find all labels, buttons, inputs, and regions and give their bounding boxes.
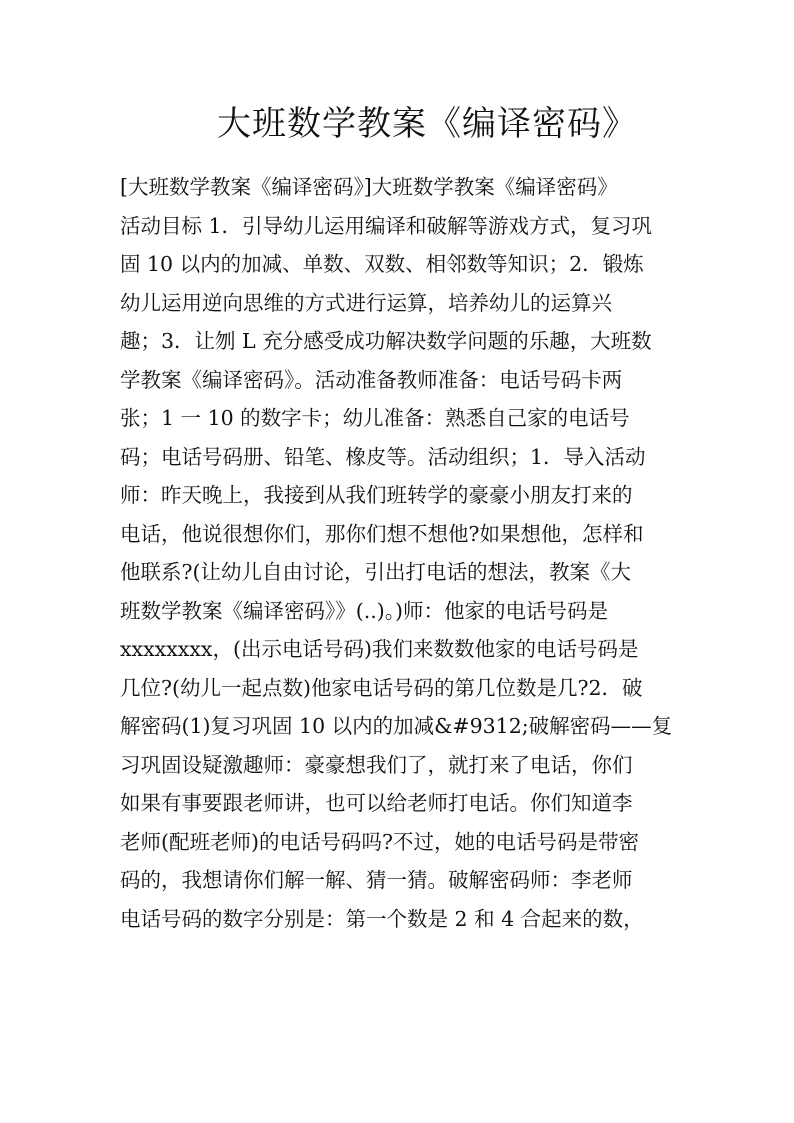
body-line: 固 10 以内的加减、单数、双数、相邻数等知识；2．锻炼 [120,252,644,276]
body-line: 他联系?(让幼儿自由讨论，引出打电话的想法，教案《大 [120,560,631,584]
body-line: 码；电话号码册、铅笔、橡皮等。活动组织；1．导入活动 [120,444,646,469]
body-line: 幼儿运用逆向思维的方式进行运算，培养幼儿的运算兴 [120,290,612,315]
body-line: 活动目标 1．引导幼儿运用编译和破解等游戏方式，复习巩 [120,213,653,238]
body-line: 解密码(1)复习巩固 10 以内的加减&#9312;破解密码——复 [120,714,673,738]
body-line: xxxxxxxx，(出示电话号码)我们来数数他家的电话号码是 [120,637,639,661]
body-line: 电话号码的数字分别是：第一个数是 2 和 4 合起来的数， [120,906,644,931]
body-line: 班数学教案《编译密码》》(..)。)师：他家的电话号码是 [120,598,609,623]
body-line: 趣；3．让刎 L 充分感受成功解决数学问题的乐趣，大班数 [120,329,652,353]
body-line: 如果有事要跟老师讲，也可以给老师打电话。你们知道李 [120,791,633,815]
body-line: 老师(配班老师)的电话号码吗?不过，她的电话号码是带密 [120,829,639,854]
body-line: 学教案《编译密码》。活动准备教师准备：电话号码卡两 [120,367,623,392]
body-line: 师：昨天晚上，我接到从我们班转学的豪豪小朋友打来的 [120,483,633,507]
body-line: [大班数学教案《编译密码》]大班数学教案《编译密码》 [120,175,618,199]
body-line: 张；1 一 10 的数字卡；幼儿准备：熟悉自己家的电话号 [120,406,630,430]
body-line: 码的，我想请你们解一解、猜一猜。破解密码师：李老师 [120,868,633,892]
body-line: 电话，他说很想你们，那你们想不想他?如果想他，怎样和 [120,521,644,546]
body-line: 习巩固设疑激趣师：豪豪想我们了，就打来了电话，你们 [120,752,633,777]
document-body [120,168,680,938]
document-title: 大班数学教案《编译密码》 [217,104,637,144]
body-line: 几位?(幼儿一起点数)他家电话号码的第几位数是几?2．破 [120,675,643,700]
